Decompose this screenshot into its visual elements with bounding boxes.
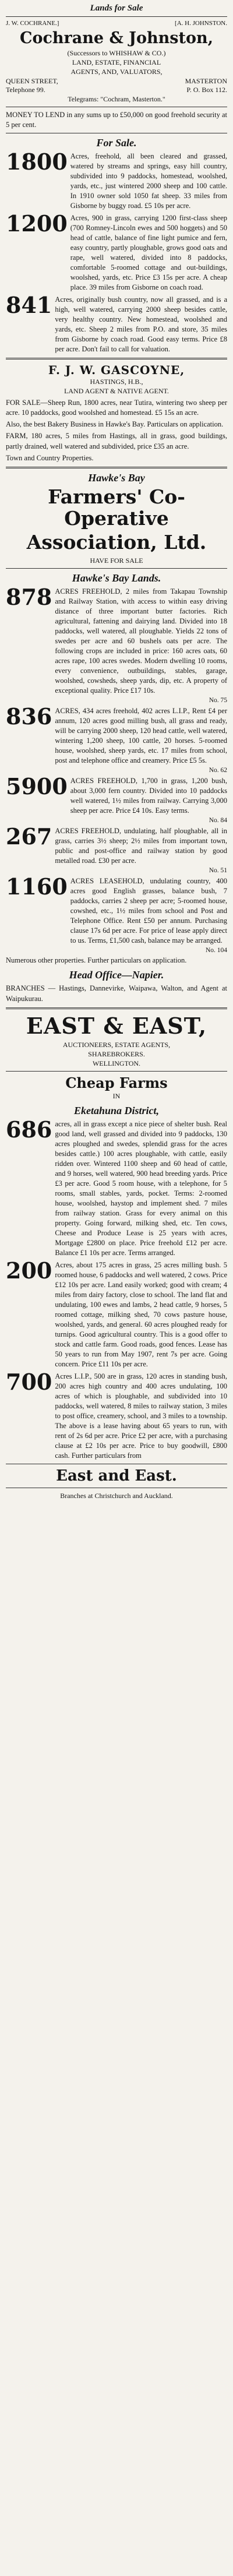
lot-acreage: 686 — [6, 1116, 52, 1143]
lot-acreage: 5900 — [6, 773, 68, 800]
list-item — [6, 773, 227, 816]
farm-listing: FARM, 180 acres, 5 miles from Hastings, all in grass, good buildings, partly drained, well watered and subdivided, price £35 an acre. — [6, 432, 227, 450]
lot-acreage: 700 — [6, 1368, 52, 1395]
lot-reference: No. 104 — [205, 947, 227, 954]
list-item — [6, 873, 227, 946]
farmers-coop-advert — [6, 472, 227, 1004]
lot-reference: No. 75 — [209, 697, 227, 704]
lot-description: acres, all in grass except a nice piece of shelter bush. Real good land, well grassed and divided into 9 paddocks, 130 acres ploughed and swedes, splendid grass for the acres besides cattle.) 100 acres ploughable, with cattle, easily ridden over. Wintered 1100 sheep and 60 head of cattle, and 9 horses, well watered, 900 head breeding yards. Price £3 per acre. Good 5 room house, with a telephone, for 5 rooms, small stables, yards, pocket. Terms: 2-roomed house, woolshed, haystop and implement shed. 7 miles from railway station. Grass for every animal on this property. Going forward, milking shed, etc. Ten cows, Cheese and Produce Lease is 25 years with acres, Mortgage £2800 on place. Price freehold £12 per acre. Balance £1 10s per acre. Terms arranged. — [55, 1119, 227, 1257]
cheap-farms-heading: Cheap Farms — [65, 1074, 168, 1092]
head-office: Head Office—Napier. — [69, 969, 164, 981]
list-item — [6, 1368, 227, 1461]
have-for-sale: HAVE FOR SALE — [90, 556, 143, 565]
lot-description: ACRES FREEHOLD, 1,700 in grass, 1,200 bush, about 3,000 fern country. Divided into 10 paddocks well watered, 1½ miles from railway. Carrying 3,000 sheep per acre. Price £4 10s. Easy terms. — [70, 777, 227, 815]
firm-line1: LAND, ESTATE, FINANCIAL — [72, 58, 161, 67]
divider — [6, 467, 227, 468]
partner-left: J. W. COCHRANE.] — [6, 20, 59, 27]
lot-acreage: 1800 — [6, 149, 68, 175]
money-to-lend: MONEY TO LEND in any sums up to £50,000 on good freehold security at 5 per cent. — [6, 110, 227, 129]
lot-description: Acres, about 175 acres in grass, 25 acres milling bush. 5 roomed house, 6 paddocks and well watered, 2 cows. Price £12 10s per acre. Land easily worked; good with cream; 4 miles from dairy factory, close to school. The land flat and undulating, 100 ewes and lambs, 2 head cattle, 9 horses, 5 roomed cottage, milking shed, 70 cows pasture house, woolshed, yards, and general. 60 acres ploughed ready for turnips. Good agricultural country. This is a good offer to stock and cattle farm. Good roads, good fences. Lease has 50 years to run from May 1907, rent 7s per acre. Going concern. Price £11 10s per acre. — [55, 1260, 227, 1368]
list-item — [6, 823, 227, 866]
bakery-listing: Also, the best Bakery Business in Hawke's Bay. Particulars on application. — [6, 420, 224, 429]
address-row — [6, 77, 227, 86]
lot-acreage: 1200 — [6, 210, 68, 237]
telegrams: Telegrams: "Cochram, Masterton." — [68, 94, 165, 103]
agent-name: F. J. W. GASCOYNE, — [48, 363, 185, 378]
partner-row — [6, 20, 227, 27]
lands-heading: Hawke's Bay Lands. — [72, 572, 161, 584]
association-title-2: Association, Ltd. — [26, 531, 207, 554]
lot-reference: No. 51 — [209, 867, 227, 875]
lot-description: Acres, freehold, all been cleared and grassed, watered by streams and springs, easy hill country, subdivided into 9 paddocks, homestead, woolshed, yards, etc., just wintered 2000 sheep and 100 cattle. In 1910 owner sold 1050 fat sheep. 33 miles from Gisborne by buggy road. £5 10s per acre. — [70, 152, 227, 210]
town-country: Town and Country Properties. — [6, 453, 94, 462]
list-item — [6, 1257, 227, 1369]
list-item — [6, 292, 227, 354]
firm-line2: AGENTS, AND, VALUATORS, — [70, 68, 163, 76]
lot-acreage: 841 — [6, 292, 52, 319]
divider — [6, 16, 227, 17]
in-text: IN — [112, 1092, 121, 1101]
telephone: Telephone 99. — [6, 85, 45, 94]
branches: BRANCHES — Hastings, Dannevirke, Waipawa, Walton, and Agent at Waipukurau. — [6, 984, 227, 1003]
cochrane-johnston-advert — [6, 20, 227, 130]
lot-description: ACRES FREEHOLD, 2 miles from Takapau Township and Railway Station, with access to within easy driving distance of three important butter factories. Rich agricultural, fattening and dairying land. Divided into 18 paddocks, well watered, all ploughable. Yields 22 tons of swedes per acre and 60 bushels oats per acre. The following crops are included in price: 160 acres oats, 60 acres rape, 100 acres swedes. Modern dwelling 10 rooms, every convenience, outbuildings, stables, garage, woolshed, cowsheds, sheep yards, dip, etc. A property of exceptional quality. Price £17 10s. — [55, 587, 227, 695]
association-title-1: Farmers' Co-Operative — [48, 485, 185, 530]
partner-right: [A. H. JOHNSTON. — [175, 20, 227, 27]
po-box: P. O. Box 112. — [186, 85, 227, 94]
firm-name: Cochrane & Johnston, — [19, 29, 214, 47]
lot-acreage: 836 — [6, 703, 52, 730]
for-sale-heading: For Sale. — [96, 137, 137, 149]
district-heading: Eketahuna District, — [73, 1104, 160, 1116]
agent-role: LAND AGENT & NATIVE AGENT. — [64, 387, 169, 396]
gascoyne-advert — [6, 363, 227, 463]
contact-row — [6, 86, 227, 94]
lot-description: Acres, originally bush country, now all grassed, and is a high, well watered, carrying 2000 sheep besides cattle, very healthy country. New homestead, woolshed and yards, etc. Sheep 2 miles from P.O. and store, 35 miles from Gisborne by coach road. Good easy terms. Price £8 per acre. Don't fail to call for valuation. — [55, 295, 227, 354]
divider — [6, 1071, 227, 1072]
lot-description: Acres, 900 in grass, carrying 1200 first-class sheep (700 Romney-Lincoln ewes and 500 hoggets) and 50 head of cattle, balance of fine light pumice and fern, easy country, partly ploughable, grows good oats and rape, well watered, divided into 8 paddocks, comfortable 5-roomed cottage and out-buildings, woolshed, yards, etc. Price £3 15s per acre. A cheap place. 39 miles from Gisborne on coach road. — [70, 214, 227, 292]
agent-address: HASTINGS, H.B., — [90, 378, 143, 386]
lot-reference: No. 84 — [209, 817, 227, 824]
list-item — [6, 1116, 227, 1258]
list-item — [6, 210, 227, 293]
divider — [6, 1007, 227, 1009]
lot-description: ACRES LEASEHOLD, undulating country, 400 acres good English grasses, balance bush, 7 paddocks, carries 2 sheep per acre; 5-roomed house, cowshed, etc., 1½ miles from school and Post and Telephone Office. Rent £50 per annum. Purchasing clause 17s 6d per acre. For price of lease apply direct to us. Terms, £1,500 cash, balance may be arranged. — [70, 877, 227, 945]
list-item — [6, 151, 227, 211]
firm-title: EAST & EAST, — [26, 1012, 207, 1039]
numerous-properties: Numerous other properties. Further particulars on application. — [6, 956, 187, 965]
list-item — [6, 584, 227, 696]
region-heading: Hawke's Bay — [88, 472, 145, 484]
lot-reference: No. 62 — [209, 767, 227, 774]
divider — [6, 568, 227, 569]
for-sale-list — [6, 151, 227, 354]
lot-description: ACRES FREEHOLD, undulating, half ploughable, all in grass, carries 3½ sheep; 2½ miles from important town, public and post-office and railway station by good metalled road. £30 per acre. — [55, 827, 227, 865]
east-and-east-advert — [6, 1013, 227, 1500]
firm-subtitle-2: SHAREBROKERS. — [88, 1050, 145, 1059]
street: QUEEN STREET, — [6, 76, 58, 85]
lot-description: ACRES, 434 acres freehold, 402 acres L.I.P., Rent £4 per annum, 120 acres good milling bush, all grass and ready, will be carrying 2000 sheep, 120 head cattle, well watered, wintering 1,200 sheep, 100 cattle, 20 horses. 5-roomed house, woolshed, sheep yards, etc. 17 miles from school, post and telephone office and creamery. Price £5 5s. — [55, 707, 227, 765]
divider — [6, 358, 227, 360]
list-item — [6, 703, 227, 766]
lot-acreage: 200 — [6, 1257, 52, 1284]
sheep-run-listing: FOR SALE—Sheep Run, 1800 acres, near Tutira, wintering two sheep per acre. 10 paddocks, good woolshed and homestead. £5 15s an acre. — [6, 398, 227, 417]
lot-acreage: 1160 — [6, 873, 68, 900]
page-title: Lands for Sale — [90, 3, 143, 13]
firm-city: WELLINGTON. — [92, 1059, 141, 1068]
lot-acreage: 878 — [6, 584, 52, 611]
town: MASTERTON — [185, 76, 227, 85]
lot-acreage: 267 — [6, 823, 52, 850]
firm-subtitle: AUCTIONEERS, ESTATE AGENTS, — [62, 1040, 171, 1049]
lot-description: Acres L.I.P., 500 are in grass, 120 acres in standing bush, 200 acres high country and 400 acres undulating, 100 acres of which is ploughable, and subdivided into 10 paddocks, well watered, 8 miles to railway station, 3 miles to post office, creamery, school, and 3 miles to a township. The above is a lease having about 65 years to run, with rent of 2s 6d per acre. Price £2 per acre, with a purchasing clause at £2 10s per acre. Price to buy goodwill, £800 cash. Further particulars from — [55, 1372, 227, 1460]
footer-branches: Branches at Christchurch and Auckland. — [60, 1491, 173, 1500]
footer-title: East and East. — [56, 1467, 177, 1485]
firm-successors: (Successors to WHISHAW & CO.) — [67, 49, 166, 57]
